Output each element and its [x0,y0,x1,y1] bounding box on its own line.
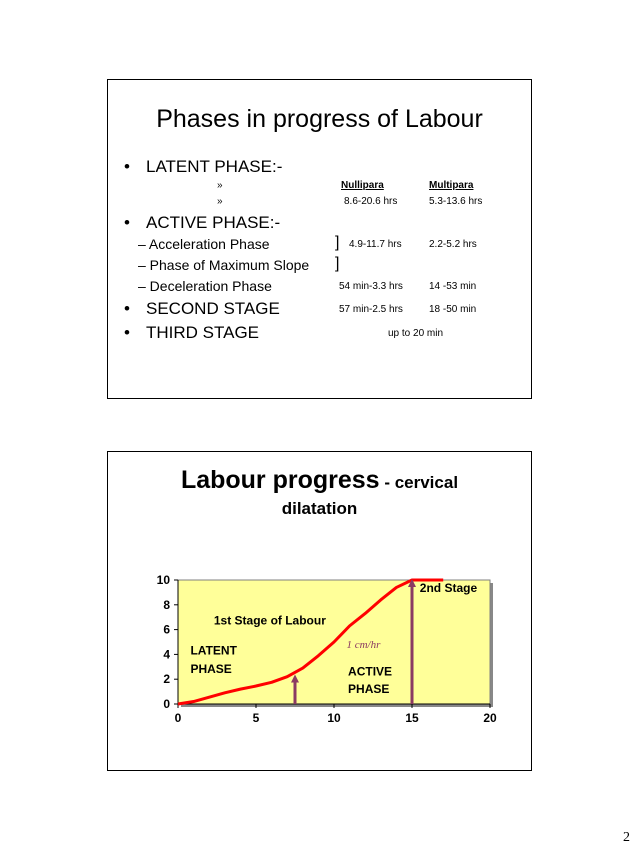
y-tick-label: 4 [163,647,170,662]
acceleration-phase-label: – Acceleration Phase [138,236,270,252]
slide2-title-suffix: - cervical [379,473,459,492]
annotation-stage1: 1st Stage of Labour [213,613,326,628]
deceleration-multipara: 14 -53 min [429,281,477,292]
y-tick-label: 10 [156,573,170,587]
annotation-active-1: ACTIVE [348,664,393,679]
max-slope-label: – Phase of Maximum Slope [138,257,310,273]
bullet-icon: • [124,323,130,342]
y-tick-label: 0 [163,697,170,711]
bullet-icon: • [124,157,130,176]
slide1-title: Phases in progress of Labour [156,105,483,133]
acceleration-multipara: 2.2-5.2 hrs [429,239,477,250]
x-tick-label: 15 [405,711,419,725]
slide-labour-progress [107,451,532,771]
second-stage-label: SECOND STAGE [146,299,280,318]
slide2-title-main: Labour progress [180,466,380,494]
bracket-2: ] [335,255,340,272]
x-tick-label: 20 [483,711,497,725]
bracket-1: ] [335,234,340,251]
latent-nullipara-value: 8.6-20.6 hrs [344,196,398,207]
second-stage-nullipara: 57 min-2.5 hrs [339,304,403,315]
x-tick-label: 0 [174,711,182,725]
multipara-header: Multipara [429,180,474,191]
x-tick-label: 5 [252,711,260,725]
third-stage-value: up to 20 min [388,328,444,339]
cervical-dilatation-chart [108,452,531,770]
bullet-icon: • [124,299,130,318]
annotation-latent-2: PHASE [190,662,232,676]
y-tick-label: 6 [163,622,170,637]
slide2-subtitle: dilatation [281,499,358,518]
x-tick-label: 10 [327,711,341,725]
deceleration-nullipara: 54 min-3.3 hrs [339,281,403,292]
bullet-icon: • [124,213,130,232]
slide-phases-of-labour [107,79,532,399]
annotation-active-2: PHASE [348,681,390,696]
latent-phase-label: LATENT PHASE:- [146,157,283,176]
nullipara-header: Nullipara [341,180,384,191]
y-tick-label: 8 [163,597,170,612]
latent-marker-1: » [217,180,223,191]
latent-multipara-value: 5.3-13.6 hrs [429,196,483,207]
annotation-latent-1: LATENT [190,643,237,658]
third-stage-label: THIRD STAGE [146,323,260,342]
active-phase-label: ACTIVE PHASE:- [146,213,281,232]
page-number: 2 [623,830,630,845]
second-stage-multipara: 18 -50 min [429,304,477,315]
annotation-stage2: 2nd Stage [419,580,478,595]
acceleration-nullipara: 4.9-11.7 hrs [349,239,402,250]
latent-marker-2: » [217,196,223,207]
y-tick-label: 2 [163,672,170,687]
deceleration-phase-label: – Deceleration Phase [138,278,272,294]
annotation-rate: 1 cm/hr [346,639,381,652]
